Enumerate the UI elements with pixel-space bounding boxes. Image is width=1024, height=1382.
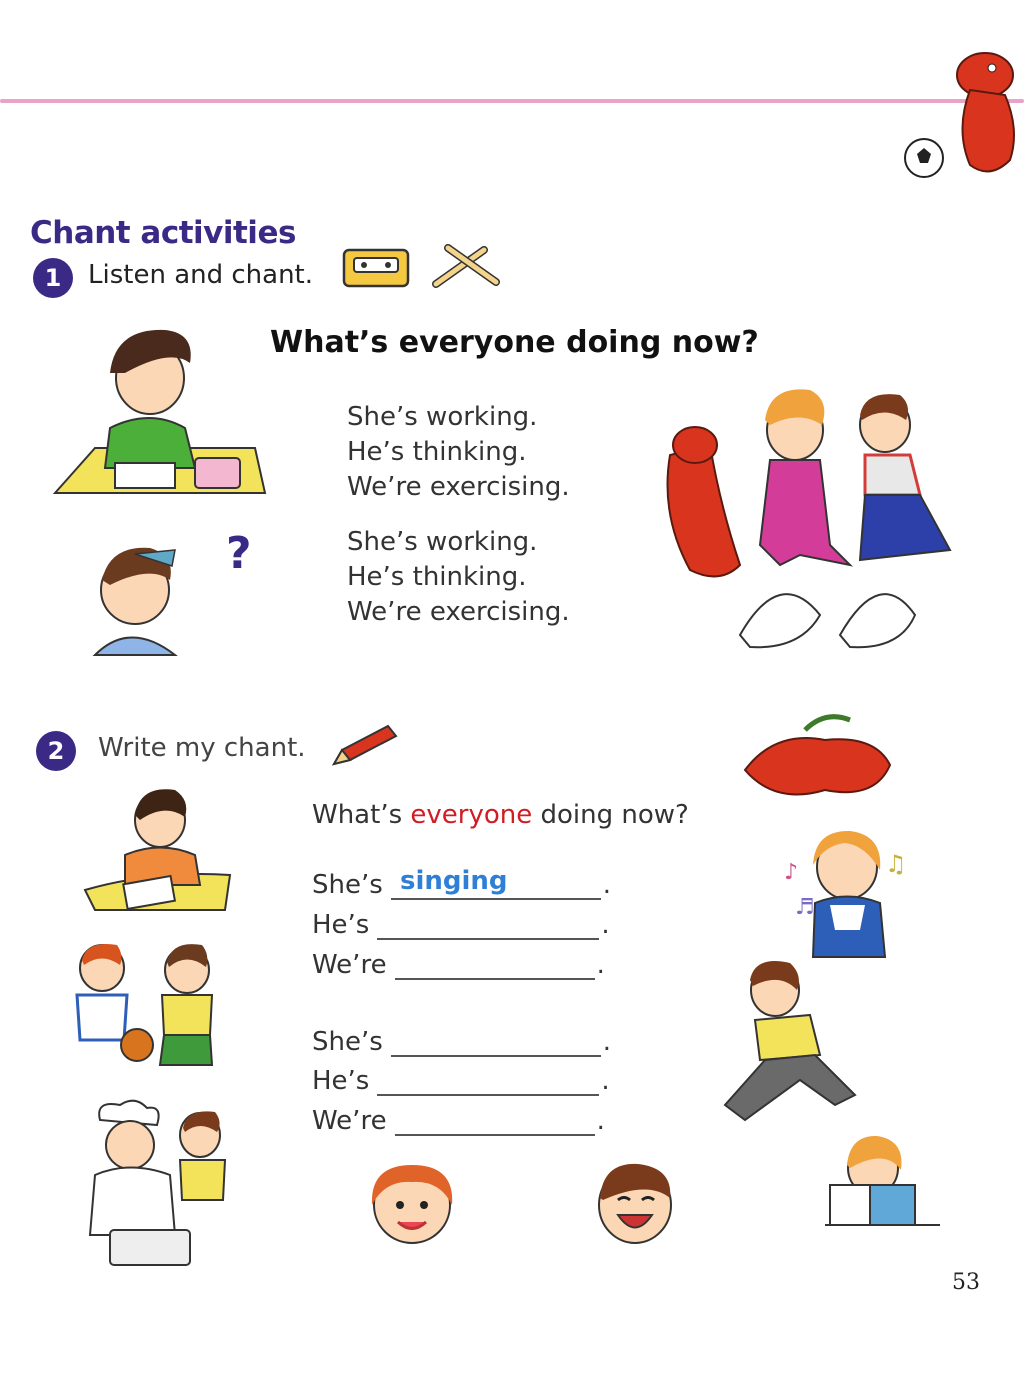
answer-row-6 [312,1106,605,1136]
answer-row-2 [312,910,610,940]
answer-row-4 [312,1027,611,1057]
answer-row-3 [312,950,605,980]
boy-thinking-illustration [80,540,195,658]
answer-label: He’s [312,910,370,940]
filled-answer: singing [400,866,508,896]
girl-reading-illustration [805,1130,945,1240]
page-number: 53 [952,1270,980,1295]
chant-title: What’s everyone doing now? [270,325,759,360]
activity-2-instruction: Write my chant. [98,733,306,763]
question-start: What’s [312,800,411,830]
verse2-line2: He’s thinking. [347,562,527,592]
row-period: . [602,1027,612,1057]
answer-label: She’s [312,870,383,900]
boy-writing-illustration [85,785,235,915]
flying-dragon-illustration [735,710,900,815]
row-period: . [602,870,612,900]
answer-label: She’s [312,1027,383,1057]
music-note-icon: ♬ [795,895,815,920]
boys-playing-basketball-illustration [62,940,227,1070]
verse1-line1: She’s working. [347,402,538,432]
row-period: . [601,1066,610,1096]
answer-blank[interactable] [377,1094,599,1096]
verse2-line3: We’re exercising. [347,597,570,627]
question-end: doing now? [532,800,689,830]
boy-laughing-face-illustration [588,1160,683,1255]
answer-blank[interactable] [377,938,599,940]
answer-label: We’re [312,1106,387,1136]
answer-blank[interactable] [391,1055,601,1057]
question-mark-icon: ? [226,528,252,579]
dragon-with-ball-illustration [900,40,1024,185]
girl-singing-illustration [785,825,910,960]
activity-1-instruction: Listen and chant. [88,260,314,290]
cassette-icon [342,248,410,288]
exercising-group-illustration [650,385,980,660]
drumsticks-icon [428,240,504,290]
answer-label: He’s [312,1066,370,1096]
top-rule-line [0,99,1024,103]
answer-row-5 [312,1066,610,1096]
music-note-icon: ♫ [885,850,907,878]
verse1-line3: We’re exercising. [347,472,570,502]
activity-2-number: 2 [36,731,76,771]
answer-blank[interactable] [395,978,595,980]
chef-cooking-illustration [75,1100,230,1275]
question-highlight: everyone [410,800,533,830]
activity-1-number: 1 [33,258,73,298]
answer-blank[interactable] [395,1134,595,1136]
girl-face-illustration [360,1160,465,1250]
verse2-line1: She’s working. [347,527,538,557]
row-period: . [596,950,605,980]
boy-running-illustration [705,960,865,1140]
verse1-line2: He’s thinking. [347,437,527,467]
write-question [312,800,689,830]
music-note-icon: ♪ [784,860,799,885]
woman-working-illustration [55,318,265,496]
pencil-icon [328,722,400,770]
answer-label: We’re [312,950,387,980]
row-period: . [601,910,610,940]
answer-blank[interactable] [391,898,601,900]
row-period: . [596,1106,605,1136]
section-title: Chant activities [30,215,296,251]
